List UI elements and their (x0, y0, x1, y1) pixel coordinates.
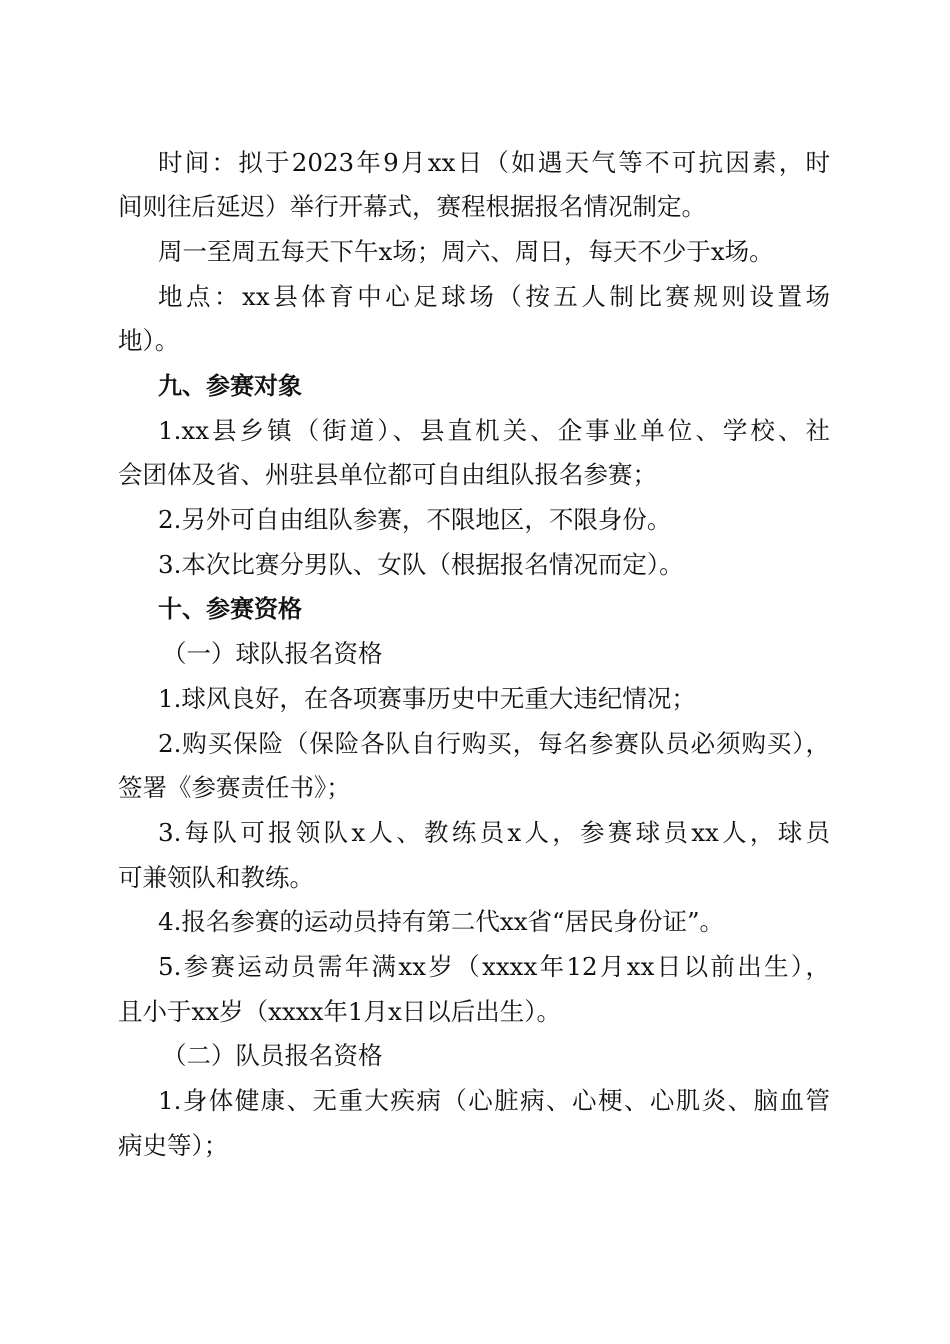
team-qualification-item-5-line-2: 且小于xx岁（xxxx年1月x日以后出生）。 (118, 997, 562, 1026)
paragraph-time-line-1: 时间：拟于2023年9月xx日（如遇天气等不可抗因素，时 (158, 148, 830, 177)
subheading-player-qualification: （二）队员报名资格 (162, 1041, 383, 1070)
player-qualification-item-1-line-1: 1.身体健康、无重大疾病（心脏病、心梗、心肌炎、脑血管 (158, 1086, 830, 1115)
team-qualification-item-3-line-1: 3.每队可报领队x人、教练员x人，参赛球员xx人，球员 (158, 818, 830, 847)
paragraph-location-line-1: 地点：xx县体育中心足球场（按五人制比赛规则设置场 (158, 282, 830, 311)
team-qualification-item-1: 1.球风良好，在各项赛事历史中无重大违纪情况； (158, 684, 696, 713)
participants-item-2: 2.另外可自由组队参赛，不限地区，不限身份。 (158, 505, 672, 534)
section-heading-qualification: 十、参赛资格 (158, 595, 302, 623)
participants-item-1-line-2: 会团体及省、州驻县单位都可自由组队报名参赛； (118, 460, 657, 489)
paragraph-schedule: 周一至周五每天下午x场；周六、周日，每天不少于x场。 (158, 237, 774, 266)
team-qualification-item-4: 4.报名参赛的运动员持有第二代xx省“居民身份证”。 (158, 907, 725, 936)
team-qualification-item-2-line-2: 签署《参赛责任书》； (118, 773, 351, 802)
team-qualification-item-3-line-2: 可兼领队和教练。 (118, 863, 314, 892)
team-qualification-item-5-line-1: 5.参赛运动员需年满xx岁（xxxx年12月xx日以前出生）， (158, 952, 830, 981)
section-heading-participants: 九、参赛对象 (158, 372, 302, 400)
paragraph-location-line-2: 地）。 (118, 326, 180, 355)
participants-item-3: 3.本次比赛分男队、女队（根据报名情况而定）。 (158, 550, 684, 579)
participants-item-1-line-1: 1.xx县乡镇（街道）、县直机关、企事业单位、学校、社 (158, 416, 830, 445)
team-qualification-item-2-line-1: 2.购买保险（保险各队自行购买，每名参赛队员必须购买）， (158, 729, 830, 758)
paragraph-time-line-2: 间则往后延迟）举行开幕式，赛程根据报名情况制定。 (118, 192, 706, 221)
player-qualification-item-1-line-2: 病史等）； (118, 1131, 229, 1160)
subheading-team-qualification: （一）球队报名资格 (162, 639, 383, 668)
